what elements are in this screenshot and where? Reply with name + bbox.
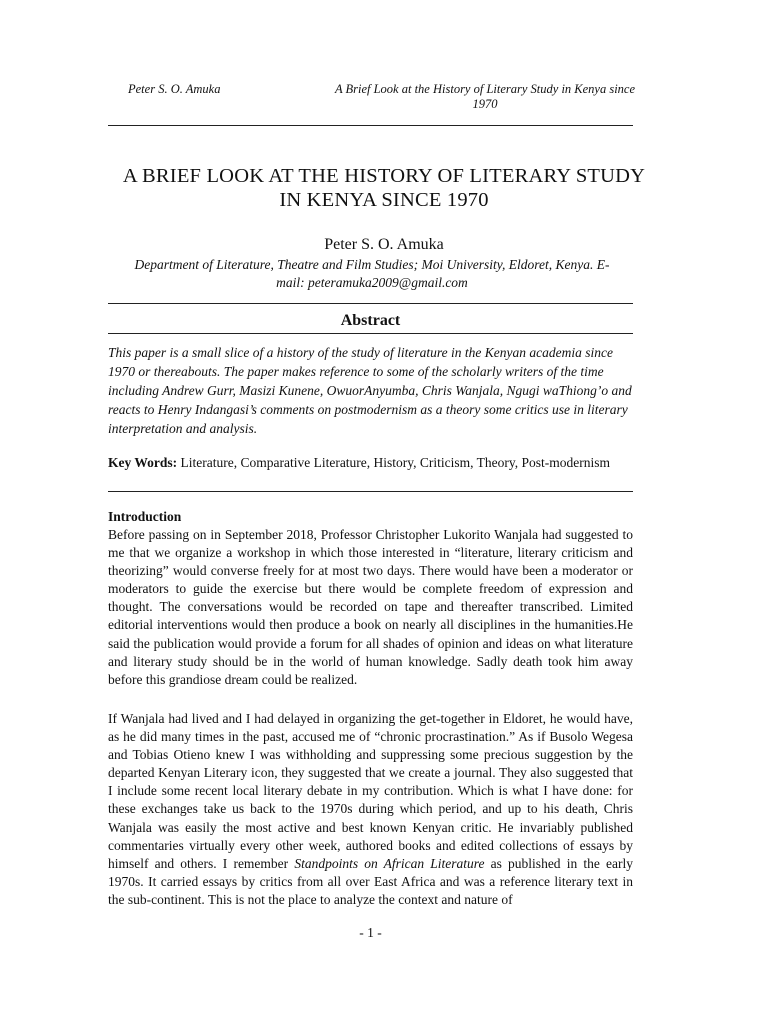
abstract-rule-middle bbox=[108, 333, 633, 334]
paper-title bbox=[96, 164, 672, 212]
header-rule bbox=[108, 125, 633, 126]
running-header-author: Peter S. O. Amuka bbox=[128, 82, 221, 96]
introduction-heading: Introduction bbox=[108, 509, 182, 524]
running-header-title-line2: 1970 bbox=[472, 97, 498, 111]
author-name: Peter S. O. Amuka bbox=[324, 236, 444, 253]
keywords-label: Key Words: bbox=[108, 455, 178, 470]
affiliation-line2: mail: peteramuka2009@gmail.com bbox=[276, 275, 468, 290]
running-header-title-line1: A Brief Look at the History of Literary Study in Kenya since bbox=[334, 82, 636, 96]
affiliation-line1: Department of Literature, Theatre and Film Studies; Moi University, Eldoret, Kenya. E- bbox=[134, 257, 610, 272]
introduction-paragraph-2 bbox=[108, 710, 633, 909]
running-header-title bbox=[320, 82, 650, 112]
page-number: - 1 - bbox=[359, 925, 382, 940]
book-title-standpoints: Standpoints on African Literature bbox=[294, 855, 485, 871]
author-affiliation bbox=[108, 256, 636, 292]
paper-title-line2: IN KENYA SINCE 1970 bbox=[279, 189, 489, 211]
paragraph-2-text-end: as published in the early 1970s. It carried essays by critics from all over East Africa and was a reference literary text in the sub-continent. This is not the place to analyze the context and nature of bbox=[108, 855, 633, 907]
keywords-text: Literature, Comparative Literature, History, Criticism, Theory, Post-modernism bbox=[180, 455, 611, 470]
keywords-rule bbox=[108, 491, 633, 492]
abstract-rule-top bbox=[108, 303, 633, 304]
abstract-heading: Abstract bbox=[340, 312, 401, 329]
abstract-text: This paper is a small slice of a history of the study of literature in the Kenyan academia since 1970 or thereabouts. The paper makes reference to some of the scholarly writers of the time including Andrew Gurr, Masizi Kunene, OwuorAnyumba, Chris Wanjala, Ngugi waThiong’o and reacts to Henry Indangasi’s comments on postmodernism as a theory some critics use in literary interpretation and analysis. bbox=[108, 345, 632, 436]
paragraph-2-text-start: If Wanjala had lived and I had delayed in organizing the get-together in Eldoret, he would have, as he did many times in the past, accused me of “chronic procrastination.” As if Busolo Wegesa and Tobias Otieno knew I was withholding and suppressing some precious suggestion by the departed Kenyan Literary icon, they suggested that we create a journal. They also suggested that I include some recent local literary debate in my contribution. Which is what I have done: for these exchanges take us back to the 1970s during which period, and up to his death, Chris Wanjala was easily the most active and best known Kenyan critic. He invariably published commentaries virtually every other week, authored books and edited collections of essays by himself and others. I remember bbox=[108, 711, 633, 871]
keywords bbox=[108, 454, 633, 471]
introduction-paragraph-1: Before passing on in September 2018, Professor Christopher Lukorito Wanjala had suggested to me that we organize a workshop in which those interested in “literature, literary criticism and theorizing” would converse freely for at most two days. There would have been a moderator or moderators to guide the exercise but there would be complete freedom of expression and thought. The conversations would be recorded on tape and thereafter transcribed. Limited editorial interventions would then produce a book on nearly all disciplines in the humanities.He said the publication would provide a forum for all shades of opinion and ideas on what literature and literary study should be in the world of human knowledge. Sadly death took him away before this grandiose dream could be realized. bbox=[108, 527, 633, 687]
paper-title-line1: A BRIEF LOOK AT THE HISTORY OF LITERARY STUDY bbox=[122, 165, 646, 187]
